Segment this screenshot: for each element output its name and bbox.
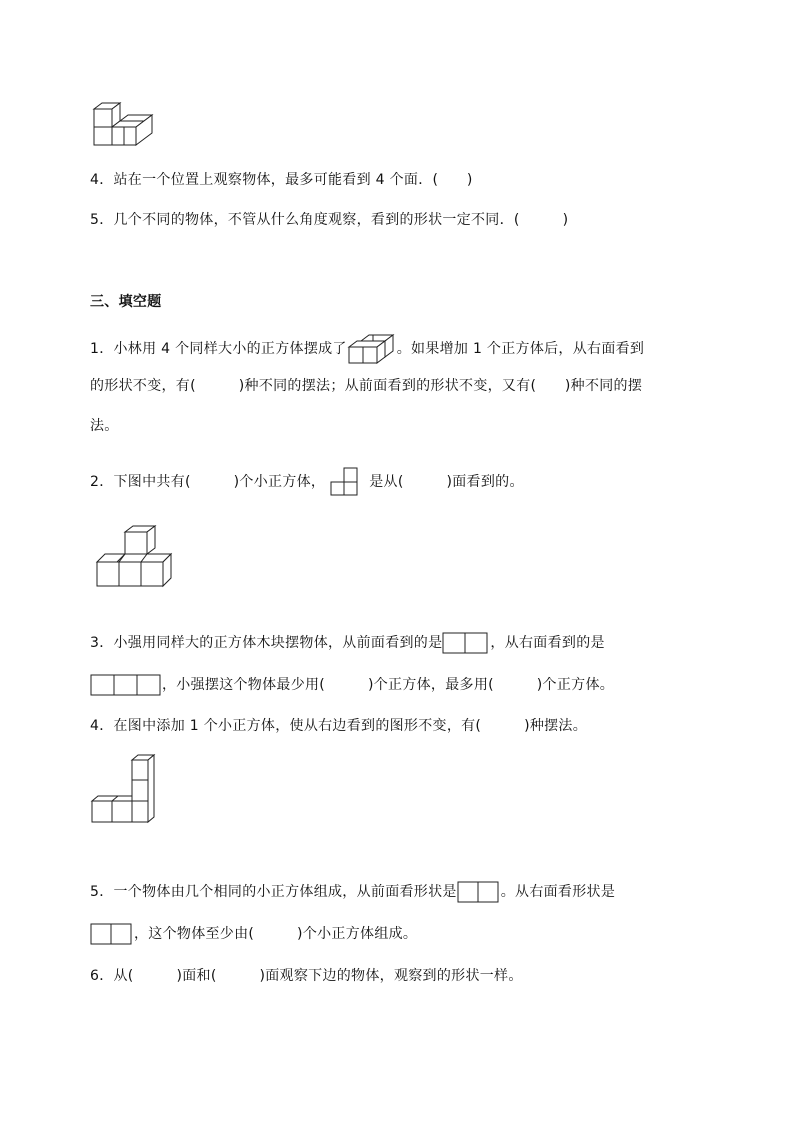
fill-q5-text-a: 5．一个物体由几个相同的小正方体组成，从前面看形状是 (90, 884, 457, 900)
right-view-shape-q5 (90, 922, 134, 946)
right-view-shape (90, 673, 162, 697)
fill-q3-text-b: ，从右面看到的是 (490, 635, 605, 651)
fill-q5-text-b: 。从右面看形状是 (500, 884, 616, 900)
fill-q5-line1 (90, 879, 615, 905)
fill-q1-line1 (90, 333, 644, 365)
fill-q3-line1 (90, 630, 605, 656)
fill-q3-line2 (90, 672, 614, 698)
front-view-shape (442, 631, 490, 655)
cube-stack-figure-top (90, 101, 156, 153)
front-view-shape-q5 (457, 880, 501, 904)
fill-q3-text-c: ，小强摆这个物体最少用( )个正方体，最多用( )个正方体。 (162, 677, 615, 693)
four-cube-figure (347, 333, 397, 365)
cube-stack-figure-q2 (95, 524, 179, 590)
view-shape-figure (329, 466, 361, 498)
fill-q2-text-b: 是从( )面看到的。 (369, 474, 524, 490)
cube-stack-figure-q4 (90, 752, 160, 824)
judge-q5: 5．几个不同的物体，不管从什么角度观察，看到的形状一定不同．( ) (90, 212, 569, 228)
fill-q1-text-a: 1．小林用 4 个同样大小的正方体摆成了 (90, 341, 347, 357)
fill-q5-line2 (90, 921, 417, 947)
fill-q1-line3: 法。 (90, 418, 119, 434)
fill-q4-line: 4．在图中添加 1 个小正方体，使从右边看到的图形不变，有( )种摆法。 (90, 718, 588, 734)
fill-q1-text-b: 。如果增加 1 个正方体后，从右面看到 (396, 341, 645, 357)
fill-q2-line (90, 466, 524, 498)
fill-q1-line2: 的形状不变，有( )种不同的摆法；从前面看到的形状不变，又有( )种不同的摆 (90, 378, 643, 394)
section-title-fill-blank: 三、填空题 (90, 294, 162, 310)
fill-q6-line: 6．从( )面和( )面观察下边的物体，观察到的形状一样。 (90, 968, 523, 984)
fill-q3-text-a: 3．小强用同样大的正方体木块摆物体，从前面看到的是 (90, 635, 443, 651)
fill-q5-text-c: ，这个物体至少由( )个小正方体组成。 (134, 926, 418, 942)
fill-q2-text-a: 2．下图中共有( )个小正方体， (90, 474, 326, 490)
judge-q4: 4．站在一个位置上观察物体，最多可能看到 4 个面．( ) (90, 172, 473, 188)
